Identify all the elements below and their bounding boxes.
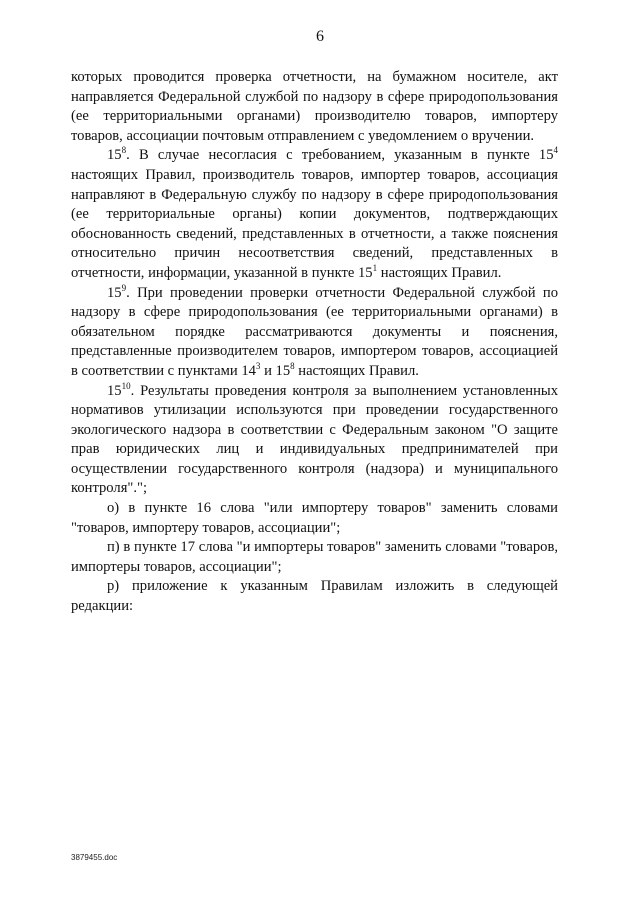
paragraph-item-p: п) в пункте 17 слова "и импортеры товаров" заменить словами "товаров, импортеры товаров, ассоциации"; bbox=[71, 539, 558, 575]
paragraph-15-9: $15^9$. При проведении проверки отчетности Федеральной службой по надзору в сфере природопользования (ее территориальными органами) в обязательном порядке рассматриваются документы и пояснения, представленные производителем товаров, импортером товаров, ассоциацией в соответствии с пунктами $14^3$ и $15^8$ настоящих Правил. bbox=[71, 282, 558, 379]
clause-number: $15^9$. bbox=[107, 282, 138, 301]
document-filename: 3879455.doc bbox=[71, 853, 118, 862]
page-number: 6 bbox=[316, 28, 324, 45]
paragraph-item-r: р) приложение к указанным Правилам изложить в следующей редакции: bbox=[71, 578, 558, 615]
paragraph-15-10: $15^{10}$. Результаты проведения контроля за выполнением установленных нормативов утилизации используются при проведении государственного экологического надзора в соответствии с Федеральным законом "О защите прав юридических лиц и индивидуальных предпринимателей при осуществлении государственного контроля (надзора) и муниципального контроля"."; bbox=[71, 380, 558, 497]
clause-number: $15^{10}$. bbox=[107, 380, 141, 399]
paragraph-item-o: о) в пункте 16 слова "или импортеру товаров" заменить словами "товаров, импортеру товаров, ассоциации"; bbox=[71, 500, 558, 536]
paragraph-continuation: которых проводится проверка отчетности, на бумажном носителе, акт направляется Федеральной службой по надзору в сфере природопользования (ее территориальными органами) производителю товаров, импортеру товаров, ассоциации почтовым отправлением с уведомлением о вручении. bbox=[71, 69, 558, 144]
document-body bbox=[71, 68, 558, 617]
paragraph-15-8: $15^8$. В случае несогласия с требованием, указанным в пункте $15^4$ настоящих Правил, производитель товаров, импортер товаров, ассоциация направляют в Федеральную службу по надзору в сфере природопользования (ее территориальные органы) копии документов, подтверждающих обоснованность сведений, представленных в отчетности, а также пояснения относительно причин несоответствия сведений, представленных в отчетности, информации, указанной в пункте $15^1$ настоящих Правил. bbox=[71, 145, 558, 281]
clause-number: $15^8$. bbox=[107, 145, 139, 164]
